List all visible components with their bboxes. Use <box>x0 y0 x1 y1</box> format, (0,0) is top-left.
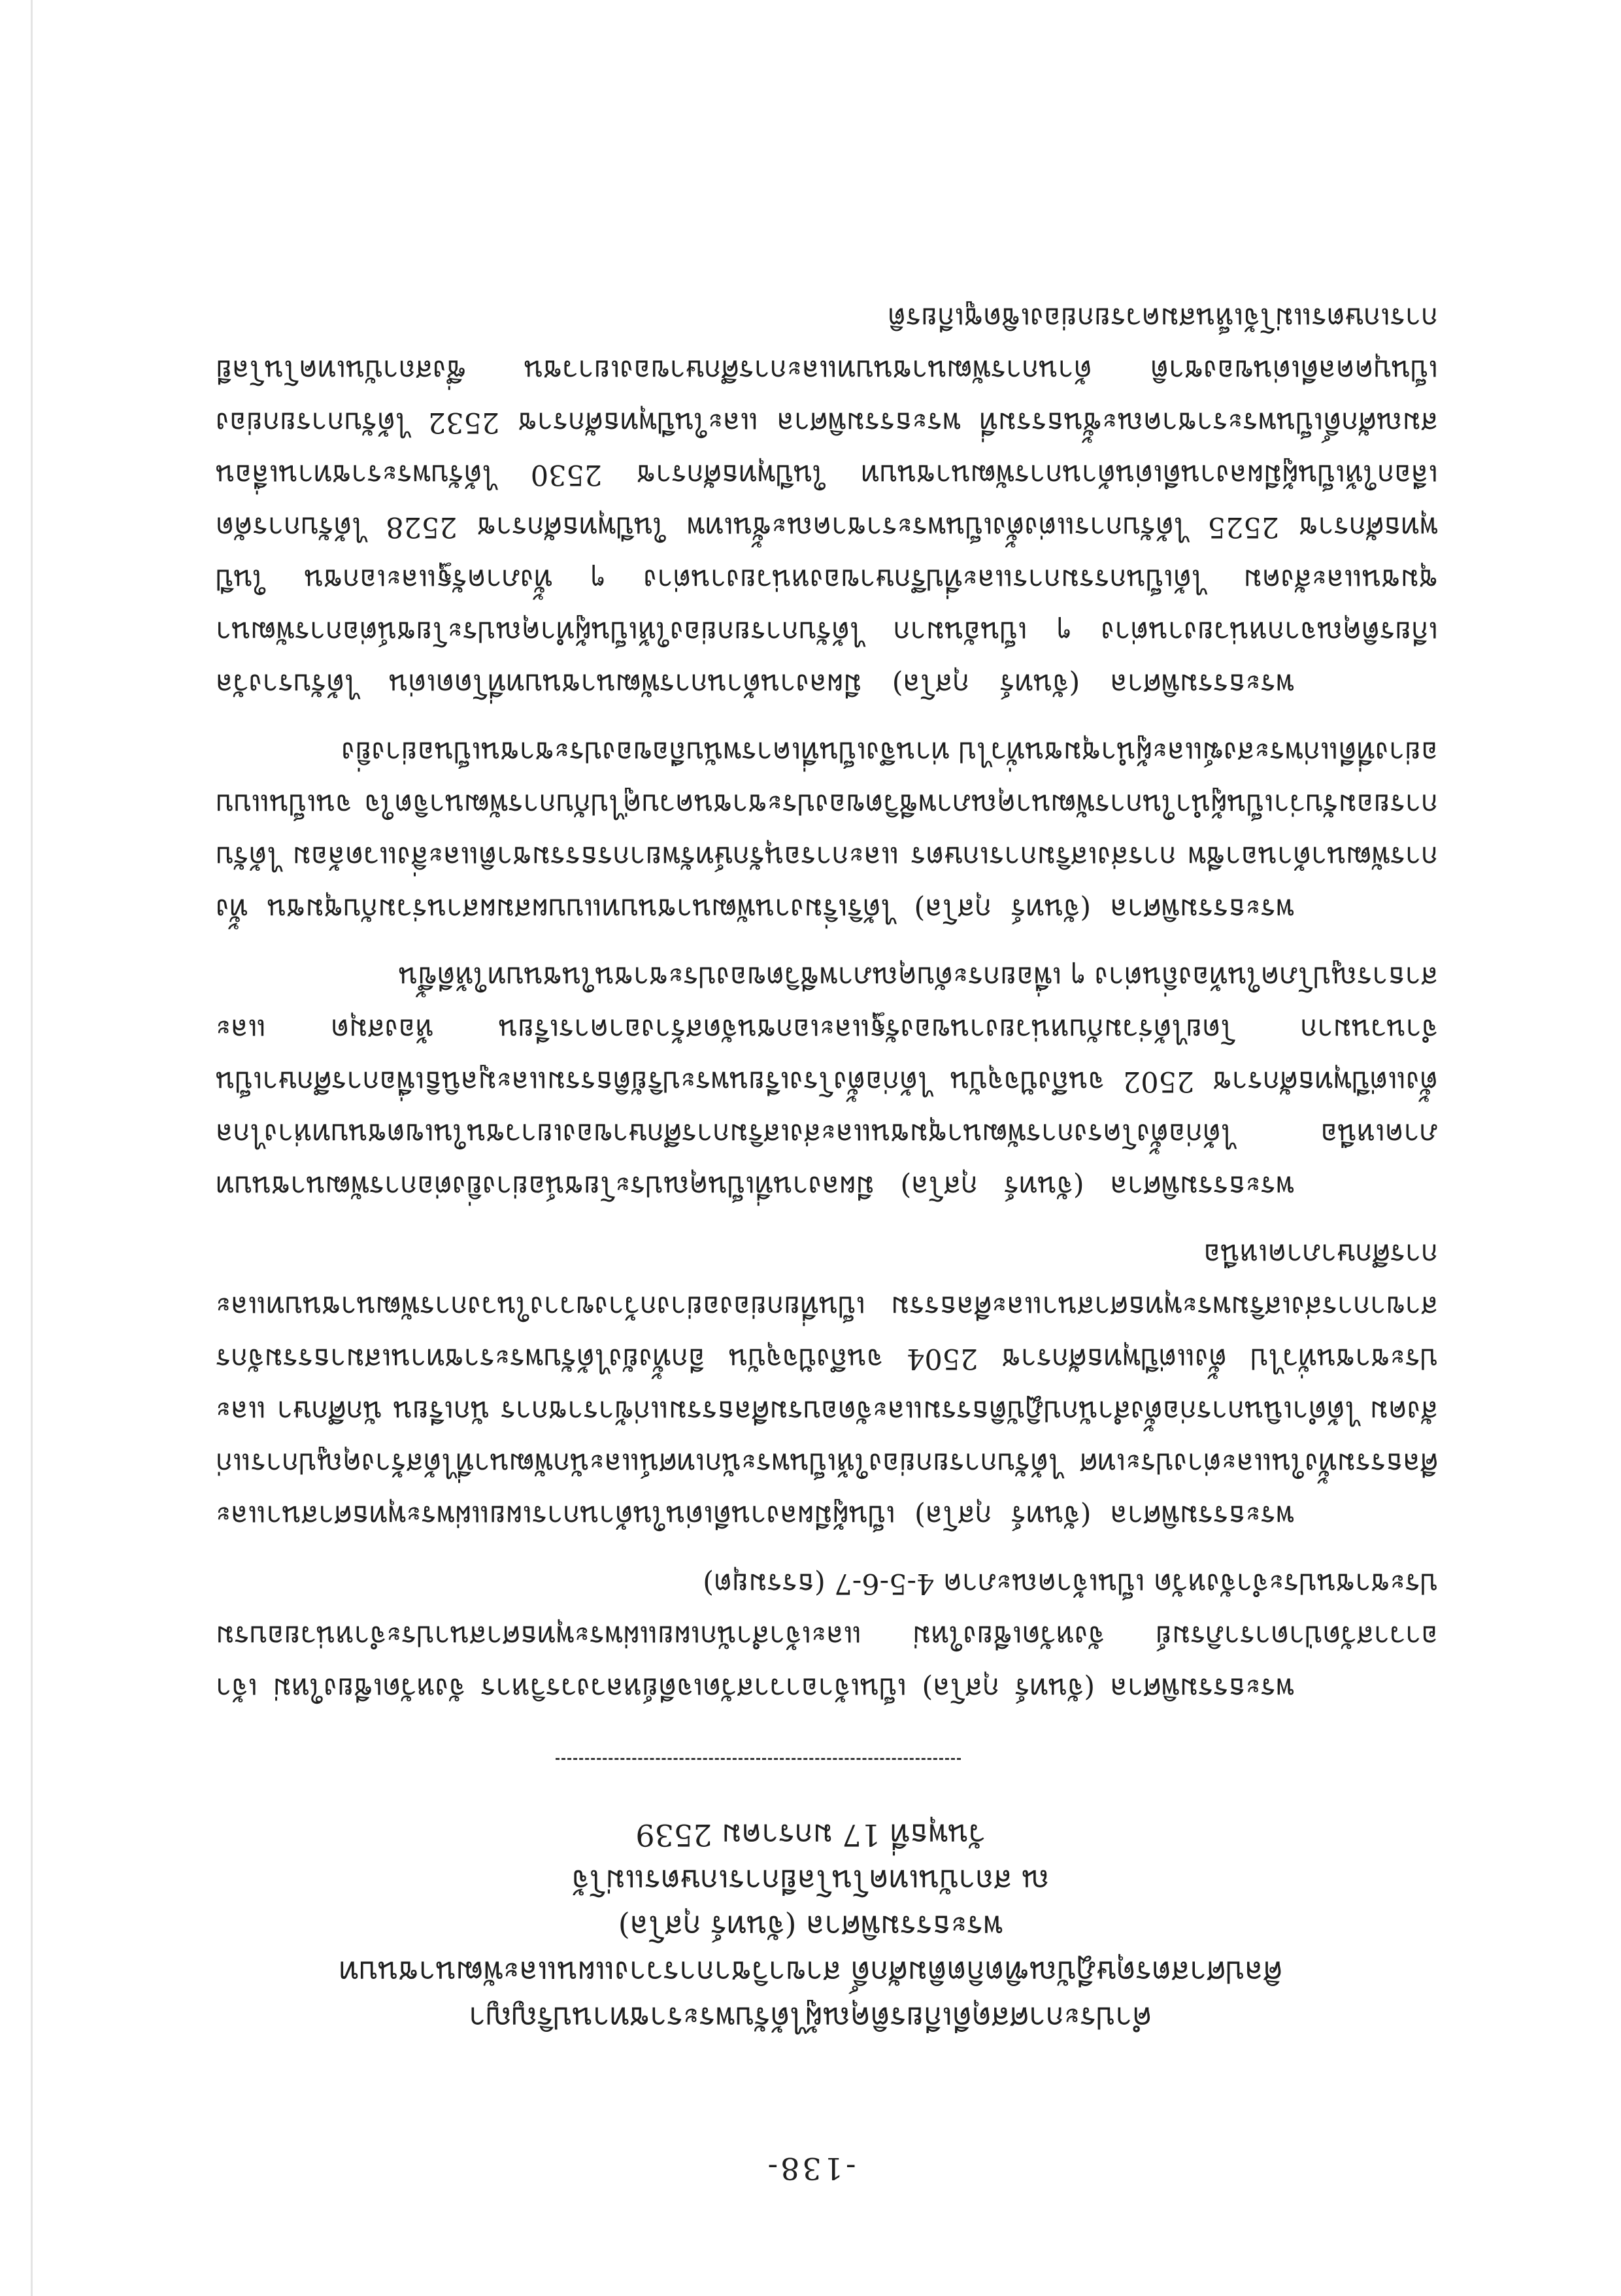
citation-body <box>216 292 1438 1714</box>
page-number: -138- <box>765 2151 856 2186</box>
paragraph-5: พระธรรมพิศาล (จันทร์ กุสโล) มีผลงานด้านการพัฒนาชนบทที่โดดเด่น ได้รับรางวัลเกียรติคุณจากหน่วยงานต่าง ๆ เป็นอันมาก ได้รับการยกย่องให้เป็นผู้ทำคุณประโยชน์ต่อการพัฒนาชุมชนและสังคม ได้เป็นกรรมการและที่ปรึกษาของหน่วยงานต่าง ๆ ทั้งภาครัฐและเอกชน ในปีพุทธศักราช 2525 ได้รับการแต่งตั้งเป็นพระราชาคณะชั้นเทพ ในปีพุทธศักราช 2528 ได้รับการคัดเลือกให้เป็นผู้มีผลงานดีเด่นด้านการพัฒนาชนบท ในปีพุทธศักราช 2530 ได้รับพระราชทานเลื่อนสมณศักดิ์เป็นพระราชาคณะชั้นธรรมที่ พระธรรมพิศาล และในปีพุทธศักราช 2532 ได้รับการยกย่องเป็นบุคคลดีเด่นของชาติ ด้านการพัฒนาชนบทและการศึกษาของเยาวชน ซึ่งสถาบันเทคโนโลยีการเกษตรแม่โจ้เห็นสมควรยกย่องเชิดชูเกียรติ <box>216 301 1438 700</box>
header-title: คำประกาศสดุดีเกียรติคุณผู้ได้รับพระราชทานปริญญา <box>469 2001 1152 2036</box>
citation-header <box>196 1812 1425 2041</box>
header-date: วันพุธที่ 17 มกราคม 2539 <box>635 1817 986 1853</box>
paragraph-3: พระธรรมพิศาล (จันทร์ กุสโล) มีผลงานที่เป็นคุณประโยชน์อย่างยิ่งต่อการพัฒนาชนบทภาคเหนือ ได้ก่อตั้งโครงการพัฒนาชุมชนและส่งเสริมการศึกษาของเยาวชนในเขตชนบทห่างไกล ตั้งแต่ปีพุทธศักราช 2502 จนถึงปัจจุบัน ได้ก่อตั้งโรงเรียนพระปริยัติธรรมและมูลนิธิเพื่อการศึกษาเป็นจำนวนมาก โดยได้ร่วมกับหน่วยงานของรัฐและเอกชนจัดสร้างอาคารเรียน ห้องสมุด และสาธารณูปโภคในท้องถิ่นต่าง ๆ เพื่อยกระดับคุณภาพชีวิตของประชาชนในชนบทให้ดีขึ้น <box>216 960 1438 1202</box>
header-recipient: พระธรรมพิศาล (จันทร์ กุสโล) <box>618 1909 1003 1944</box>
separator-rule <box>556 1758 961 1760</box>
header-degree: ศิลปศาสตรดุษฎีบัณฑิตกิตติมศักดิ์ สาขาวิชาการวางแผนและพัฒนาชนบท <box>339 1955 1282 1990</box>
paragraph-4: พระธรรมพิศาล (จันทร์ กุสโล) ได้ริเริ่มงานพัฒนาชนบทแบบผสมผสานร่วมกับชุมชน ทั้งการพัฒนาด้านอาชีพ การส่งเสริมการเกษตร และการอนุรักษ์ทรัพยากรธรรมชาติและสิ่งแวดล้อม ได้รับการยอมรับว่าเป็นผู้นำในการพัฒนาคุณภาพชีวิตของประชาชนควบคู่ไปกับการพัฒนาจิตใจ จนเป็นแบบอย่างที่ดีแก่พระสงฆ์และผู้นำชุมชนทั่วไป ท่านจึงเป็นที่เคารพนับถือของประชาชนเป็นอย่างยิ่ง <box>216 735 1438 925</box>
paragraph-1: พระธรรมพิศาล (จันทร์ กุสโล) เป็นเจ้าอาวาสวัดเจดีย์หลวงวรวิหาร จังหวัดเชียงใหม่ เจ้าอาวาสวัดป่าดาราภิรมย์ จังหวัดเชียงใหม่ และเจ้าสำนักเผยแผ่พระพุทธศาสนาประจำหน่วยอบรมประชาชนประจำจังหวัด เป็นเจ้าคณะภาค 4-5-6-7 (ธรรมยุต) <box>216 1567 1438 1704</box>
header-venue: ณ สถาบันเทคโนโลยีการเกษตรแม่โจ้ <box>571 1863 1050 1899</box>
scan-edge-line <box>31 0 33 2296</box>
paragraph-2: พระธรรมพิศาล (จันทร์ กุสโล) เป็นผู้มีผลงานดีเด่นในด้านการเผยแผ่พระพุทธศาสนาและศีลธรรมทั้งในและต่างประเทศ ได้รับการยกย่องให้เป็นพระนักเทศน์และนักพัฒนาที่ได้สร้างคุณูปการแก่สังคม ได้ดำเนินการก่อตั้งสำนักปฏิบัติธรรมและจัดอบรมศีลธรรมแก่ข้าราชการ นักเรียน นักศึกษา และประชาชนทั่วไป ตั้งแต่ปีพุทธศักราช 2504 จนถึงปัจจุบัน อีกทั้งยังได้รับพระราชทานเสมาธรรมจักรสาขาการส่งเสริมพระพุทธศาสนาและศีลธรรม เป็นที่ยกย่องอย่างกว้างขวางในวงการพัฒนาชนบทและการศึกษาภาคเหนือ <box>216 1238 1438 1532</box>
